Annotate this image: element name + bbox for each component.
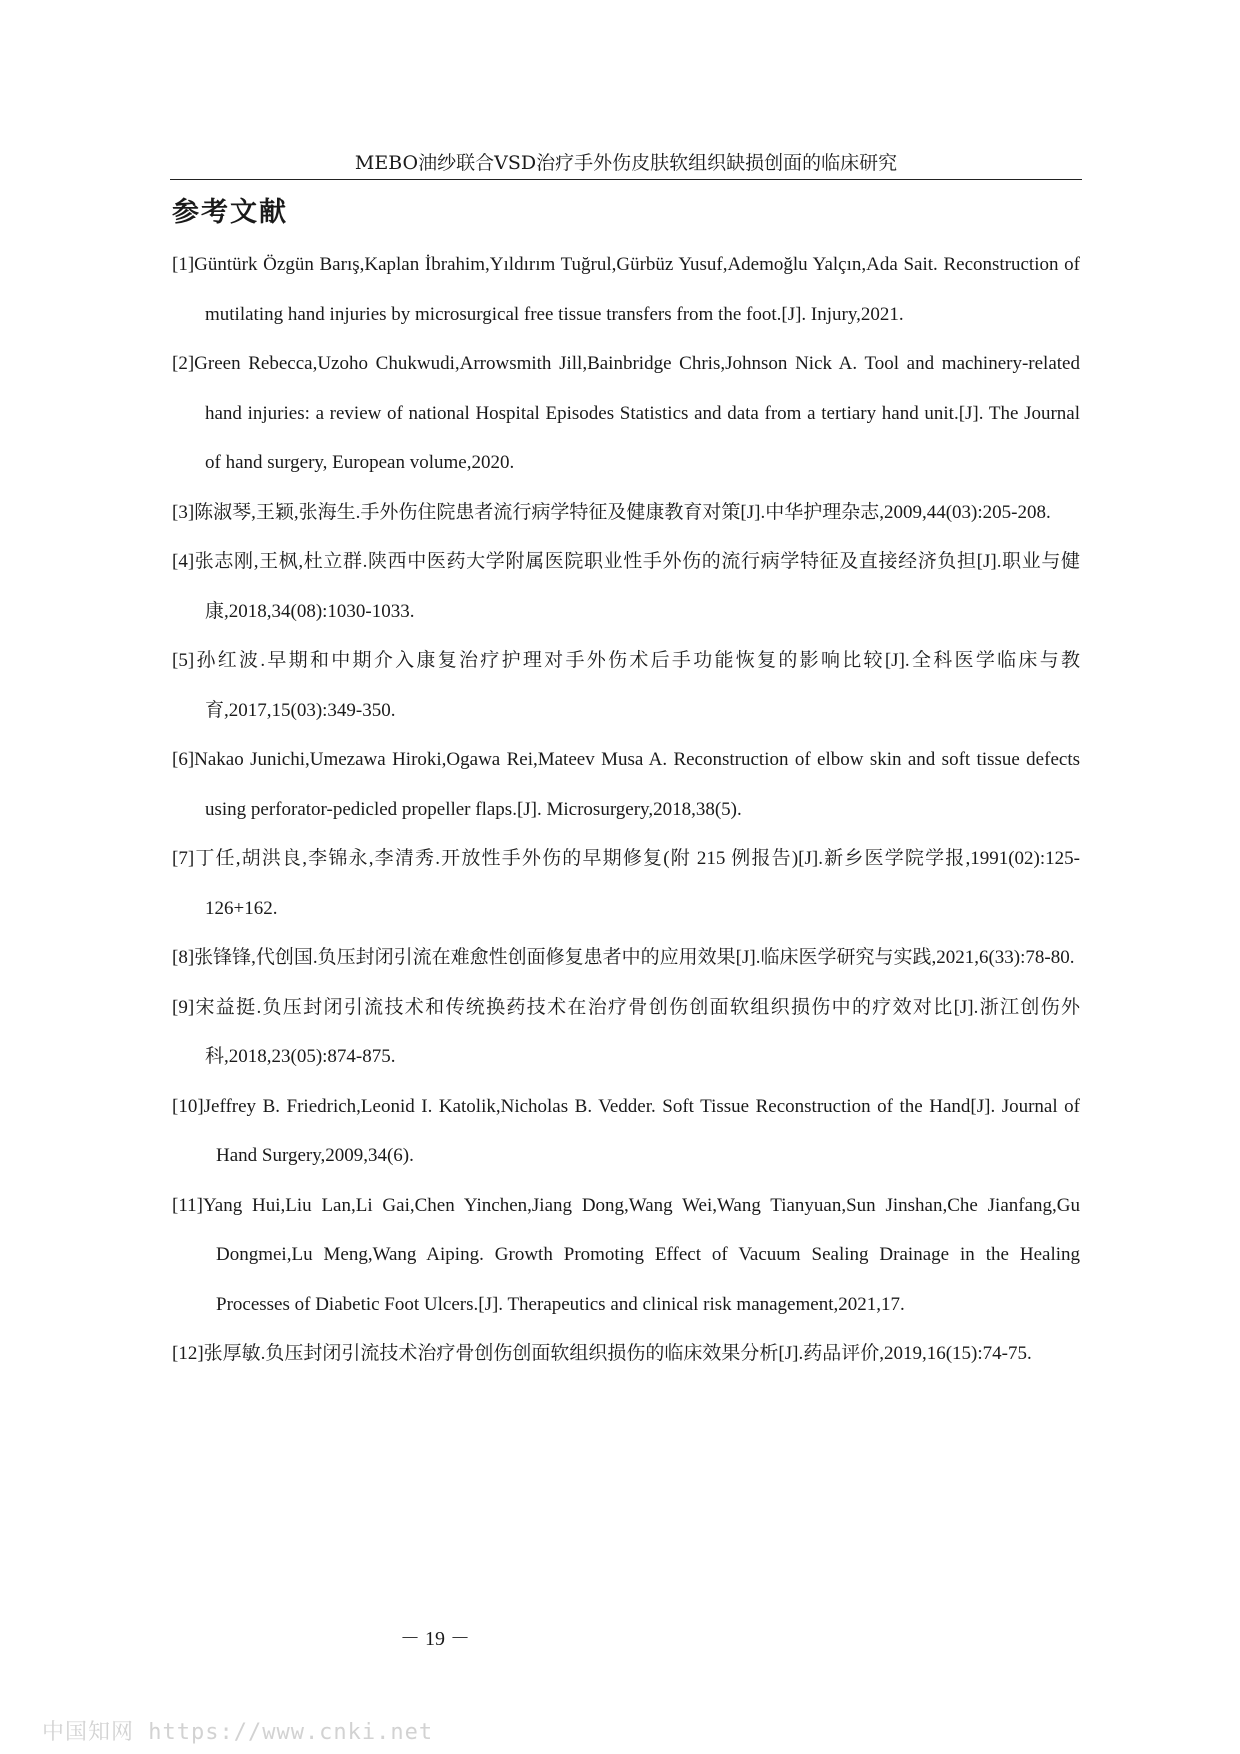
reference-item-4: [4]张志刚,王枫,杜立群.陕西中医药大学附属医院职业性手外伤的流行病学特征及直接经济负担[J].职业与健康,2018,34(08):1030-1033. xyxy=(172,551,1080,622)
reference-item-3: [3]陈淑琴,王颖,张海生.手外伤住院患者流行病学特征及健康教育对策[J].中华护理杂志,2009,44(03):205-208. xyxy=(172,501,1051,523)
reference-item-12: [12]张厚敏.负压封闭引流技术治疗骨创伤创面软组织损伤的临床效果分析[J].药品评价,2019,16(15):74-75. xyxy=(172,1343,1032,1364)
reference-list xyxy=(172,240,1080,1379)
reference-item-1: [1]Güntürk Özgün Barış,Kaplan İbrahim,Yıldırım Tuğrul,Gürbüz Yusuf,Ademoğlu Yalçın,Ada Sait. Reconstruction of mutilating hand injuries by microsurgical free tissue transfers from the foot.[J]. Injury,2021. xyxy=(172,254,1080,325)
page-number: － 19 － xyxy=(400,1628,470,1650)
reference-item-8: [8]张锋锋,代创国.负压封闭引流在难愈性创面修复患者中的应用效果[J].临床医学研究与实践,2021,6(33):78-80. xyxy=(172,947,1075,968)
reference-item-5: [5]孙红波.早期和中期介入康复治疗护理对手外伤术后手功能恢复的影响比较[J].全科医学临床与教育,2017,15(03):349-350. xyxy=(172,650,1080,721)
page-header xyxy=(170,150,1082,180)
reference-item-7: [7]丁任,胡洪良,李锦永,李清秀.开放性手外伤的早期修复(附 215 例报告)[J].新乡医学院学报,1991(02):125-126+162. xyxy=(172,848,1080,919)
reference-item-10: [10]Jeffrey B. Friedrich,Leonid I. Katolik,Nicholas B. Vedder. Soft Tissue Reconstruction of the Hand[J]. Journal of Hand Surgery,2009,34(6). xyxy=(172,1095,1080,1166)
reference-item-9: [9]宋益挺.负压封闭引流技术和传统换药技术在治疗骨创伤创面软组织损伤中的疗效对比[J].浙江创伤外科,2018,23(05):874-875. xyxy=(172,996,1080,1067)
reference-item-2: [2]Green Rebecca,Uzoho Chukwudi,Arrowsmith Jill,Bainbridge Chris,Johnson Nick A. Tool and machinery-related hand injuries: a review of national Hospital Episodes Statistics and data from a tertiary hand unit.[J]. The Journal of hand surgery, European volume,2020. xyxy=(172,353,1080,473)
reference-item-6: [6]Nakao Junichi,Umezawa Hiroki,Ogawa Rei,Mateev Musa A. Reconstruction of elbow skin and soft tissue defects using perforator-pedicled propeller flaps.[J]. Microsurgery,2018,38(5). xyxy=(172,749,1080,820)
section-title: 参考文献 xyxy=(172,197,288,228)
reference-item-11: [11]Yang Hui,Liu Lan,Li Gai,Chen Yinchen,Jiang Dong,Wang Wei,Wang Tianyuan,Sun Jinshan,Che Jianfang,Gu Dongmei,Lu Meng,Wang Aiping. Growth Promoting Effect of Vacuum Sealing Drainage in the Healing Processes of Diabetic Foot Ulcers.[J]. Therapeutics and clinical risk management,2021,17. xyxy=(172,1194,1080,1315)
cnki-watermark: 中国知网 https://www.cnki.net xyxy=(42,1720,434,1745)
running-title: MEBO油纱联合VSD治疗手外伤皮肤软组织缺损创面的临床研究 xyxy=(354,152,898,174)
